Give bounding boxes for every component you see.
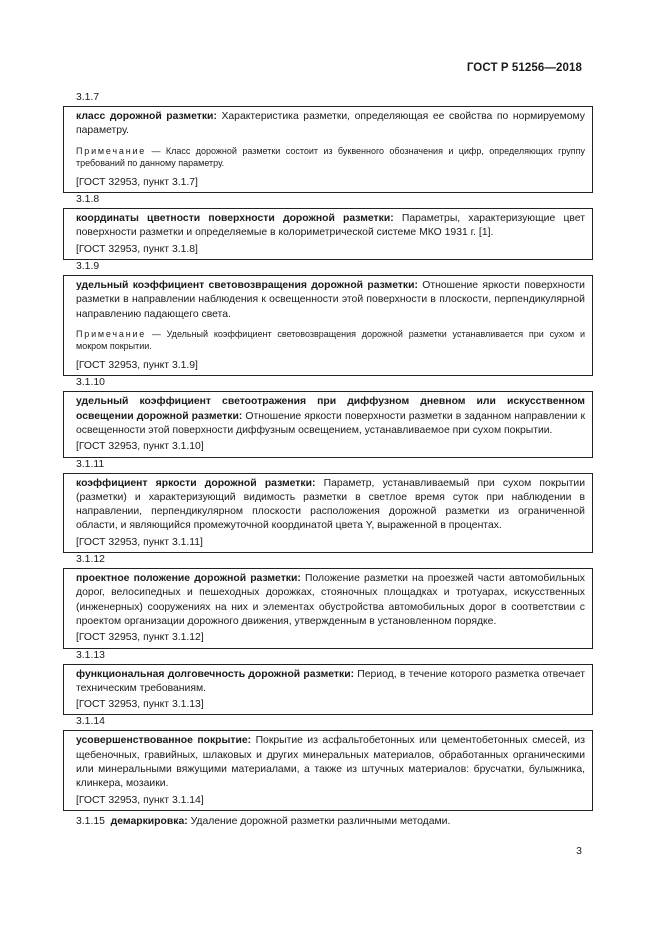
term-reference: [ГОСТ 32953, пункт 3.1.12] [76, 632, 204, 644]
term-entry [63, 91, 593, 193]
term-name: демаркировка: [110, 815, 188, 827]
note-label: Примечание [76, 145, 147, 156]
term-number: 3.1.10 [76, 377, 105, 389]
term-number: 3.1.9 [76, 260, 100, 272]
term-definition-paragraph [76, 212, 585, 241]
terms-list [63, 91, 593, 829]
term-box [63, 391, 593, 457]
term-reference: [ГОСТ 32953, пункт 3.1.9] [76, 360, 198, 372]
term-entry [63, 649, 593, 716]
term-box [63, 106, 593, 193]
term-number: 3.1.11 [76, 458, 105, 470]
term-reference: [ГОСТ 32953, пункт 3.1.8] [76, 243, 198, 255]
term-name: усовершенствованное покрытие: [76, 735, 252, 747]
term-entry [63, 715, 593, 810]
term-name: проектное положение дорожной разметки: [76, 573, 301, 585]
term-box [63, 473, 593, 553]
note-label: Примечание [76, 328, 147, 339]
term-reference: [ГОСТ 32953, пункт 3.1.13] [76, 699, 204, 711]
term-box [63, 275, 593, 376]
term-note [76, 328, 585, 353]
term-definition: Покрытие из асфальтобетонных или цементобетонных смесей, из щебеночных, гравийных, шлаковых и других минеральных материалов, обработанных органическими или минеральными вяжущими материалами, а также из штучных материалов: брусчатки, булыжника, клинкера, мозаики. [76, 735, 585, 790]
term-box [63, 208, 593, 260]
term-name: удельный коэффициент световозвращения дорожной разметки: [76, 279, 418, 291]
term-definition: Период, в течение которого разметка отвечает техническим требованиям. [76, 668, 585, 694]
term-definition: Параметр, устанавливаемый при сухом покрытии (разметки) и характеризующий видимость разметки в светлое время суток при наблюдении в направлении, перпендикулярном плоскости расположения дорожной разметки из ограниченной области, и являющийся промежуточной координатой цвета Y, выраженной в процентах. [76, 477, 585, 532]
term-entry [63, 553, 593, 648]
term-reference: [ГОСТ 32953, пункт 3.1.7] [76, 176, 198, 188]
term-definition: Отношение яркости поверхности разметки в направлении наблюдения к освещенности этой поверхности в плоскости, перпендикулярной направлению падающего света. [76, 279, 585, 320]
term-number: 3.1.15 [76, 815, 105, 827]
term-number: 3.1.8 [76, 194, 100, 206]
term-name: координаты цветности поверхности дорожной разметки: [76, 213, 394, 225]
term-definition: Положение разметки на проезжей части автомобильных дорог, велосипедных и пешеходных дорожках, стояночных площадках и тротуарах, искусственных (инженерных) сооружениях на них и элементах обустройства автомобильных дорог в соответствии с проектом организации дорожного движения, утвержденным в установленном порядке. [76, 573, 586, 627]
term-definition-paragraph [76, 395, 585, 438]
term-reference: [ГОСТ 32953, пункт 3.1.11] [76, 536, 203, 548]
term-definition: Параметры, характеризующие цвет поверхности разметки и определяемые в колориметрической системе МКО 1931 г. [1]. [76, 213, 585, 239]
term-reference: [ГОСТ 32953, пункт 3.1.14] [76, 794, 204, 806]
term-number: 3.1.12 [76, 554, 105, 566]
term-reference: [ГОСТ 32953, пункт 3.1.10] [76, 441, 204, 453]
term-entry-unboxed [63, 815, 593, 829]
term-name: функциональная долговечность дорожной разметки: [76, 668, 355, 680]
term-box [63, 568, 593, 648]
term-definition: Характеристика разметки, определяющая ее свойства по нормируемому параметру. [76, 111, 585, 137]
term-name: класс дорожной разметки: [76, 111, 217, 122]
term-entry [63, 260, 593, 376]
note-text: — Удельный коэффициент световозвращения дорожной разметки устанавливается при сухом и мокром покрытии. [76, 328, 585, 352]
term-number: 3.1.13 [76, 649, 105, 661]
term-definition-paragraph [76, 477, 585, 534]
term-name: удельный коэффициент светоотражения при диффузном дневном или искусственном освещении дорожной разметки: [76, 396, 585, 422]
page-number: 3 [576, 845, 582, 857]
term-definition-paragraph [76, 572, 585, 629]
term-definition-paragraph [76, 279, 585, 322]
note-text: — Класс дорожной разметки состоит из буквенного обозначения и цифр, определяющих группу требований по данному параметру. [76, 145, 585, 169]
term-number: 3.1.14 [76, 716, 105, 728]
term-note [76, 145, 585, 170]
term-definition: Отношение яркости поверхности разметки в заданном направлении к освещенности этой поверхности диффузным освещением, устанавливаемое при сухом покрытии. [76, 410, 586, 436]
term-box [63, 664, 593, 716]
term-definition-paragraph [76, 734, 585, 791]
term-entry [63, 458, 593, 553]
term-entry [63, 376, 593, 457]
term-definition-paragraph [76, 668, 585, 697]
document-code-header: ГОСТ Р 51256—2018 [466, 62, 582, 74]
term-box [63, 730, 593, 810]
term-number: 3.1.7 [76, 92, 100, 103]
term-definition: Удаление дорожной разметки различными методами. [187, 815, 451, 827]
term-name: коэффициент яркости дорожной разметки: [76, 477, 316, 489]
term-entry [63, 193, 593, 260]
term-definition-paragraph [76, 110, 585, 139]
